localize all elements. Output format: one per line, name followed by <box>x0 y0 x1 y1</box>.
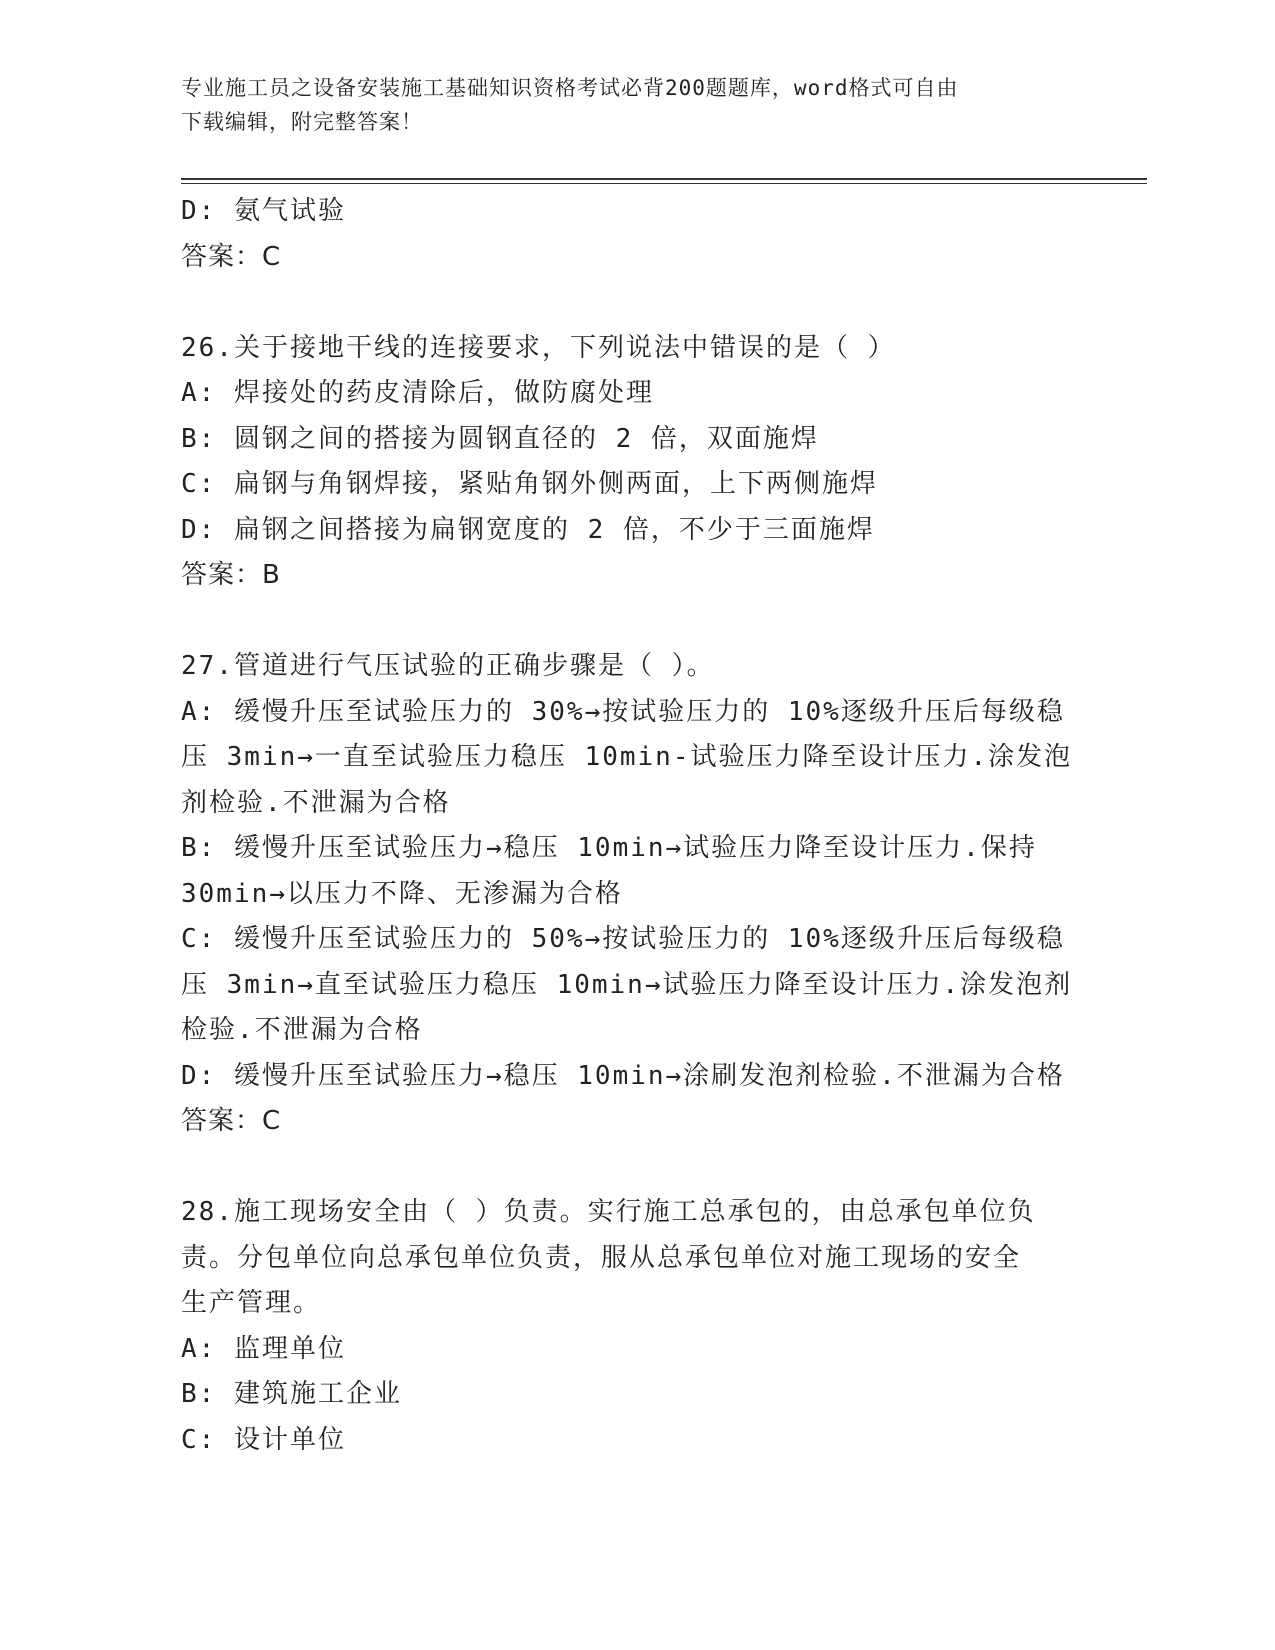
q28-question-line-3: 生产管理。 <box>181 1288 322 1318</box>
question-27 <box>181 644 1086 1145</box>
q26-question: 26.关于接地干线的连接要求，下列说法中错误的是（ ） <box>181 332 896 363</box>
q28-option-c: C: 设计单位 <box>181 1424 346 1455</box>
q27-option-a-line-1: A: 缓慢升压至试验压力的 30%→按试验压力的 10%逐级升压后每级稳 <box>181 696 1065 727</box>
question-content <box>181 189 1086 1463</box>
q27-option-d: D: 缓慢升压至试验压力→稳压 10min→涂刷发泡剂检验.不泄漏为合格 <box>181 1060 1065 1091</box>
q26-option-b: B: 圆钢之间的搭接为圆钢直径的 2 倍，双面施焊 <box>181 423 819 454</box>
question-26 <box>181 326 1086 599</box>
header-rule-thin <box>181 183 1147 184</box>
spacer <box>181 599 1086 645</box>
q27-option-a-line-2: 压 3min→一直至试验压力稳压 10min-试验压力降至设计压力.涂发泡 <box>181 742 1073 772</box>
header-line-1: 专业施工员之设备安装施工基础知识资格考试必背200题题库，word格式可自由 <box>181 76 959 100</box>
q27-question: 27.管道进行气压试验的正确步骤是（ ）。 <box>181 651 715 681</box>
q28-option-a: A: 监理单位 <box>181 1333 346 1364</box>
q27-option-c-line-2: 压 3min→直至试验压力稳压 10min→试验压力降至设计压力.涂发泡剂 <box>181 969 1073 1000</box>
q27-option-b-line-1: B: 缓慢升压至试验压力→稳压 10min→试验压力降至设计压力.保持 <box>181 833 1037 863</box>
q28-option-b: B: 建筑施工企业 <box>181 1379 402 1409</box>
q27-answer: 答案：C <box>181 1106 282 1136</box>
spacer <box>181 280 1086 326</box>
q27-option-a-line-3: 剂检验.不泄漏为合格 <box>181 787 451 818</box>
question-28 <box>181 1190 1086 1463</box>
question-25-tail <box>181 189 1086 280</box>
q26-option-a: A: 焊接处的药皮清除后，做防腐处理 <box>181 378 654 408</box>
q25-answer: 答案：C <box>181 241 282 272</box>
header-rule-thick <box>181 178 1147 180</box>
q26-option-d: D: 扁钢之间搭接为扁钢宽度的 2 倍，不少于三面施焊 <box>181 514 875 545</box>
q28-question-line-2: 责。分包单位向总承包单位负责，服从总承包单位对施工现场的安全 <box>181 1242 1022 1273</box>
header-line-2: 下载编辑，附完整答案！ <box>181 110 423 134</box>
q28-question-line-1: 28.施工现场安全由（ ）负责。实行施工总承包的，由总承包单位负 <box>181 1197 1036 1227</box>
q27-option-c-line-1: C: 缓慢升压至试验压力的 50%→按试验压力的 10%逐级升压后每级稳 <box>181 924 1065 954</box>
spacer <box>181 1145 1086 1191</box>
q27-option-b-line-2: 30min→以压力不降、无渗漏为合格 <box>181 878 623 909</box>
q27-option-c-line-3: 检验.不泄漏为合格 <box>181 1015 423 1045</box>
q25-option-d: D: 氨气试验 <box>181 196 346 226</box>
q26-answer: 答案：B <box>181 560 281 590</box>
q26-option-c: C: 扁钢与角钢焊接，紧贴角钢外侧两面，上下两侧施焊 <box>181 469 878 499</box>
page-header <box>181 71 1061 139</box>
